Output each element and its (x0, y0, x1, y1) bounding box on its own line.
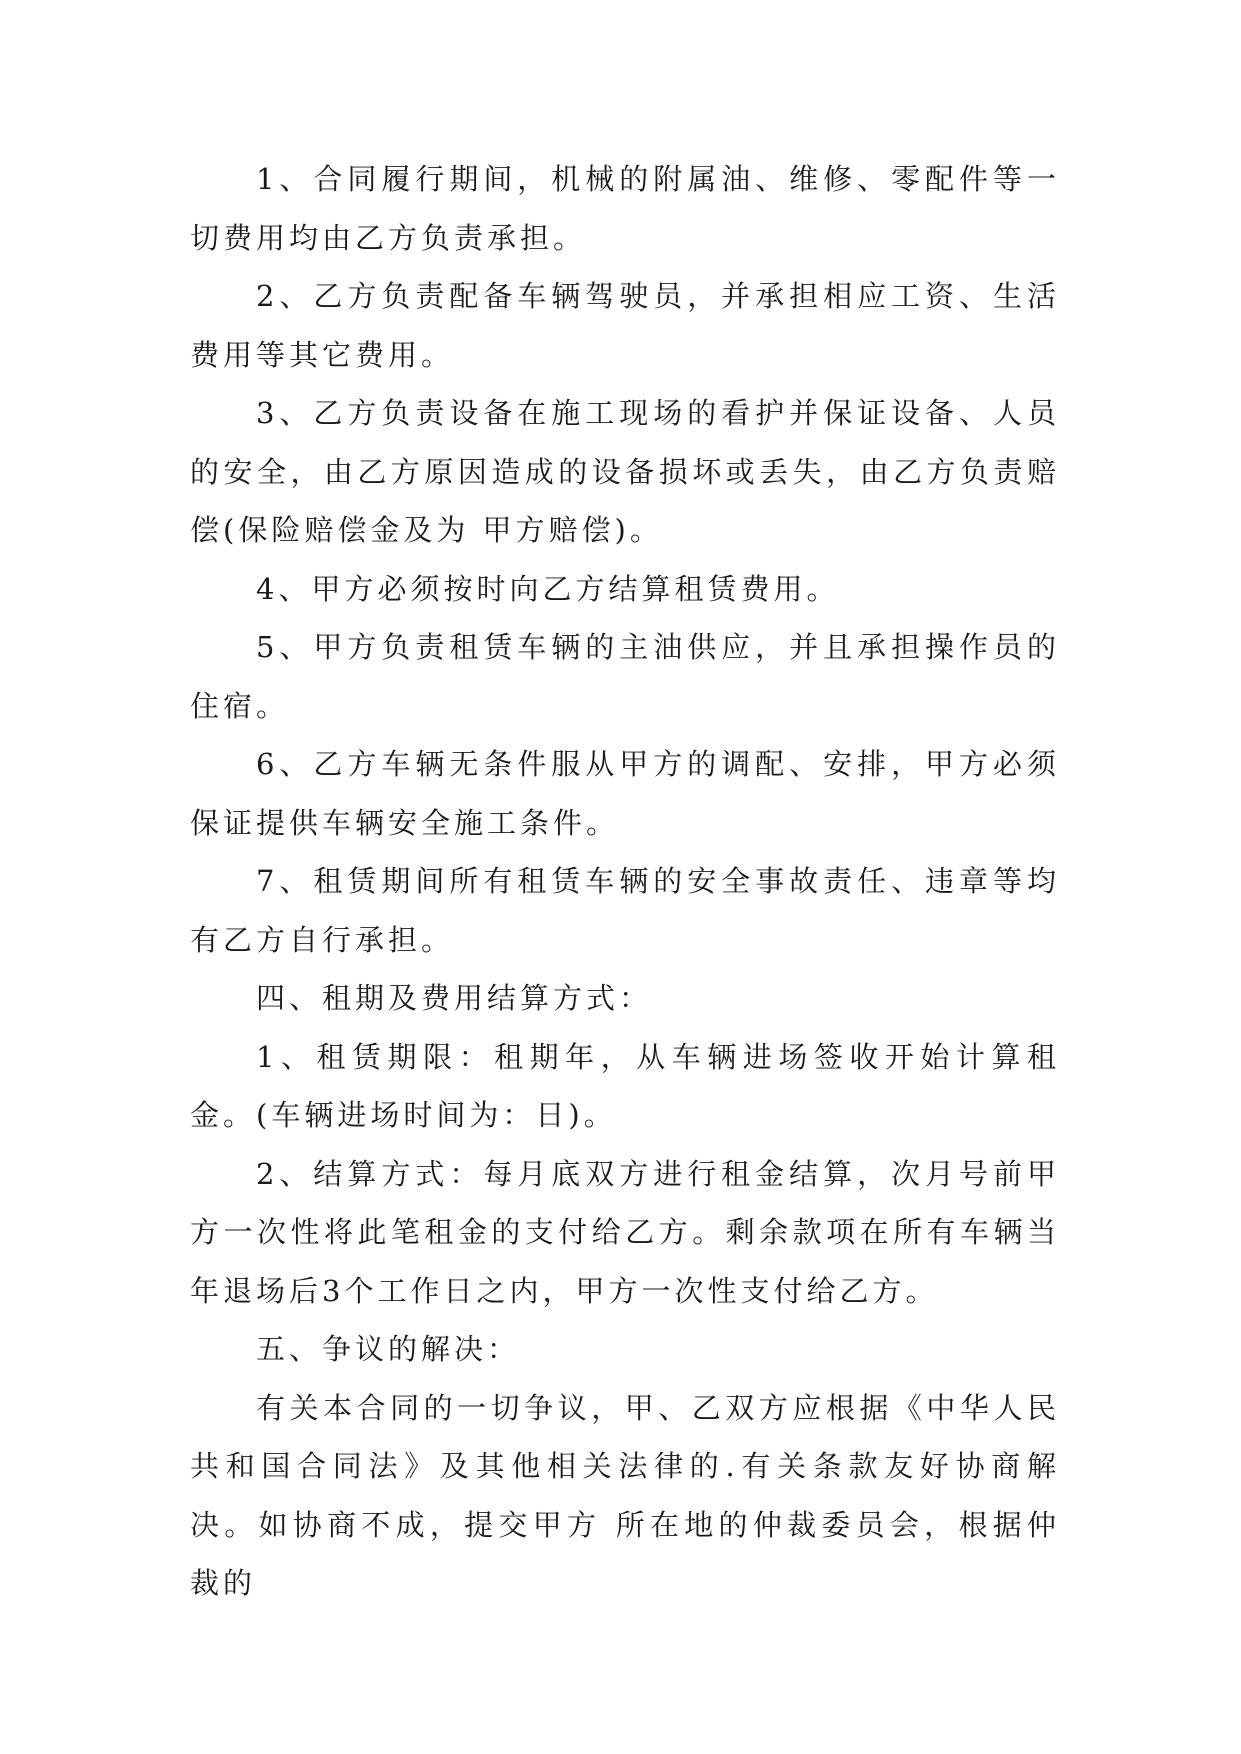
clause-liability: 7、租赁期间所有租赁车辆的安全事故责任、违章等均有乙方自行承担。 (190, 864, 1060, 957)
clause-lease-term: 1、租赁期限：租期年，从车辆进场签收开始计算租金。(车辆进场时间为：日)。 (190, 1039, 1060, 1132)
clause-settlement-method: 2、结算方式：每月底双方进行租金结算，次月号前甲方一次性将此笔租金的支付给乙方。剩余款项在所有车辆当年退场后3个工作日之内，甲方一次性支付给乙方。 (190, 1156, 1060, 1308)
section-heading-dispute: 五、争议的解决： (256, 1332, 521, 1366)
section-heading-lease-settlement: 四、租期及费用结算方式： (256, 981, 653, 1015)
clause-equipment-costs: 1、合同履行期间，机械的附属油、维修、零配件等一切费用均由乙方负责承担。 (190, 162, 1060, 255)
clause-payment-on-time: 4、甲方必须按时向乙方结算租赁费用。 (256, 571, 840, 606)
document-body (190, 150, 1060, 1613)
clause-driver: 2、乙方负责配备车辆驾驶员，并承担相应工资、生活费用等其它费用。 (190, 279, 1060, 372)
clause-safety: 3、乙方负责设备在施工现场的看护并保证设备、人员的安全，由乙方原因造成的设备损坏或丢失，由乙方负责赔偿(保险赔偿金及为 甲方赔偿)。 (190, 396, 1060, 547)
clause-fuel-lodging: 5、甲方负责租赁车辆的主油供应，并且承担操作员的住宿。 (190, 630, 1060, 723)
clause-dispute-resolution: 有关本合同的一切争议，甲、乙双方应根据《中华人民共和国合同法》及其他相关法律的.有关条款友好协商解决。如协商不成，提交甲方 所在地的仲裁委员会，根据仲裁的 (190, 1390, 1060, 1600)
clause-dispatch: 6、乙方车辆无条件服从甲方的调配、安排，甲方必须保证提供车辆安全施工条件。 (190, 747, 1060, 840)
